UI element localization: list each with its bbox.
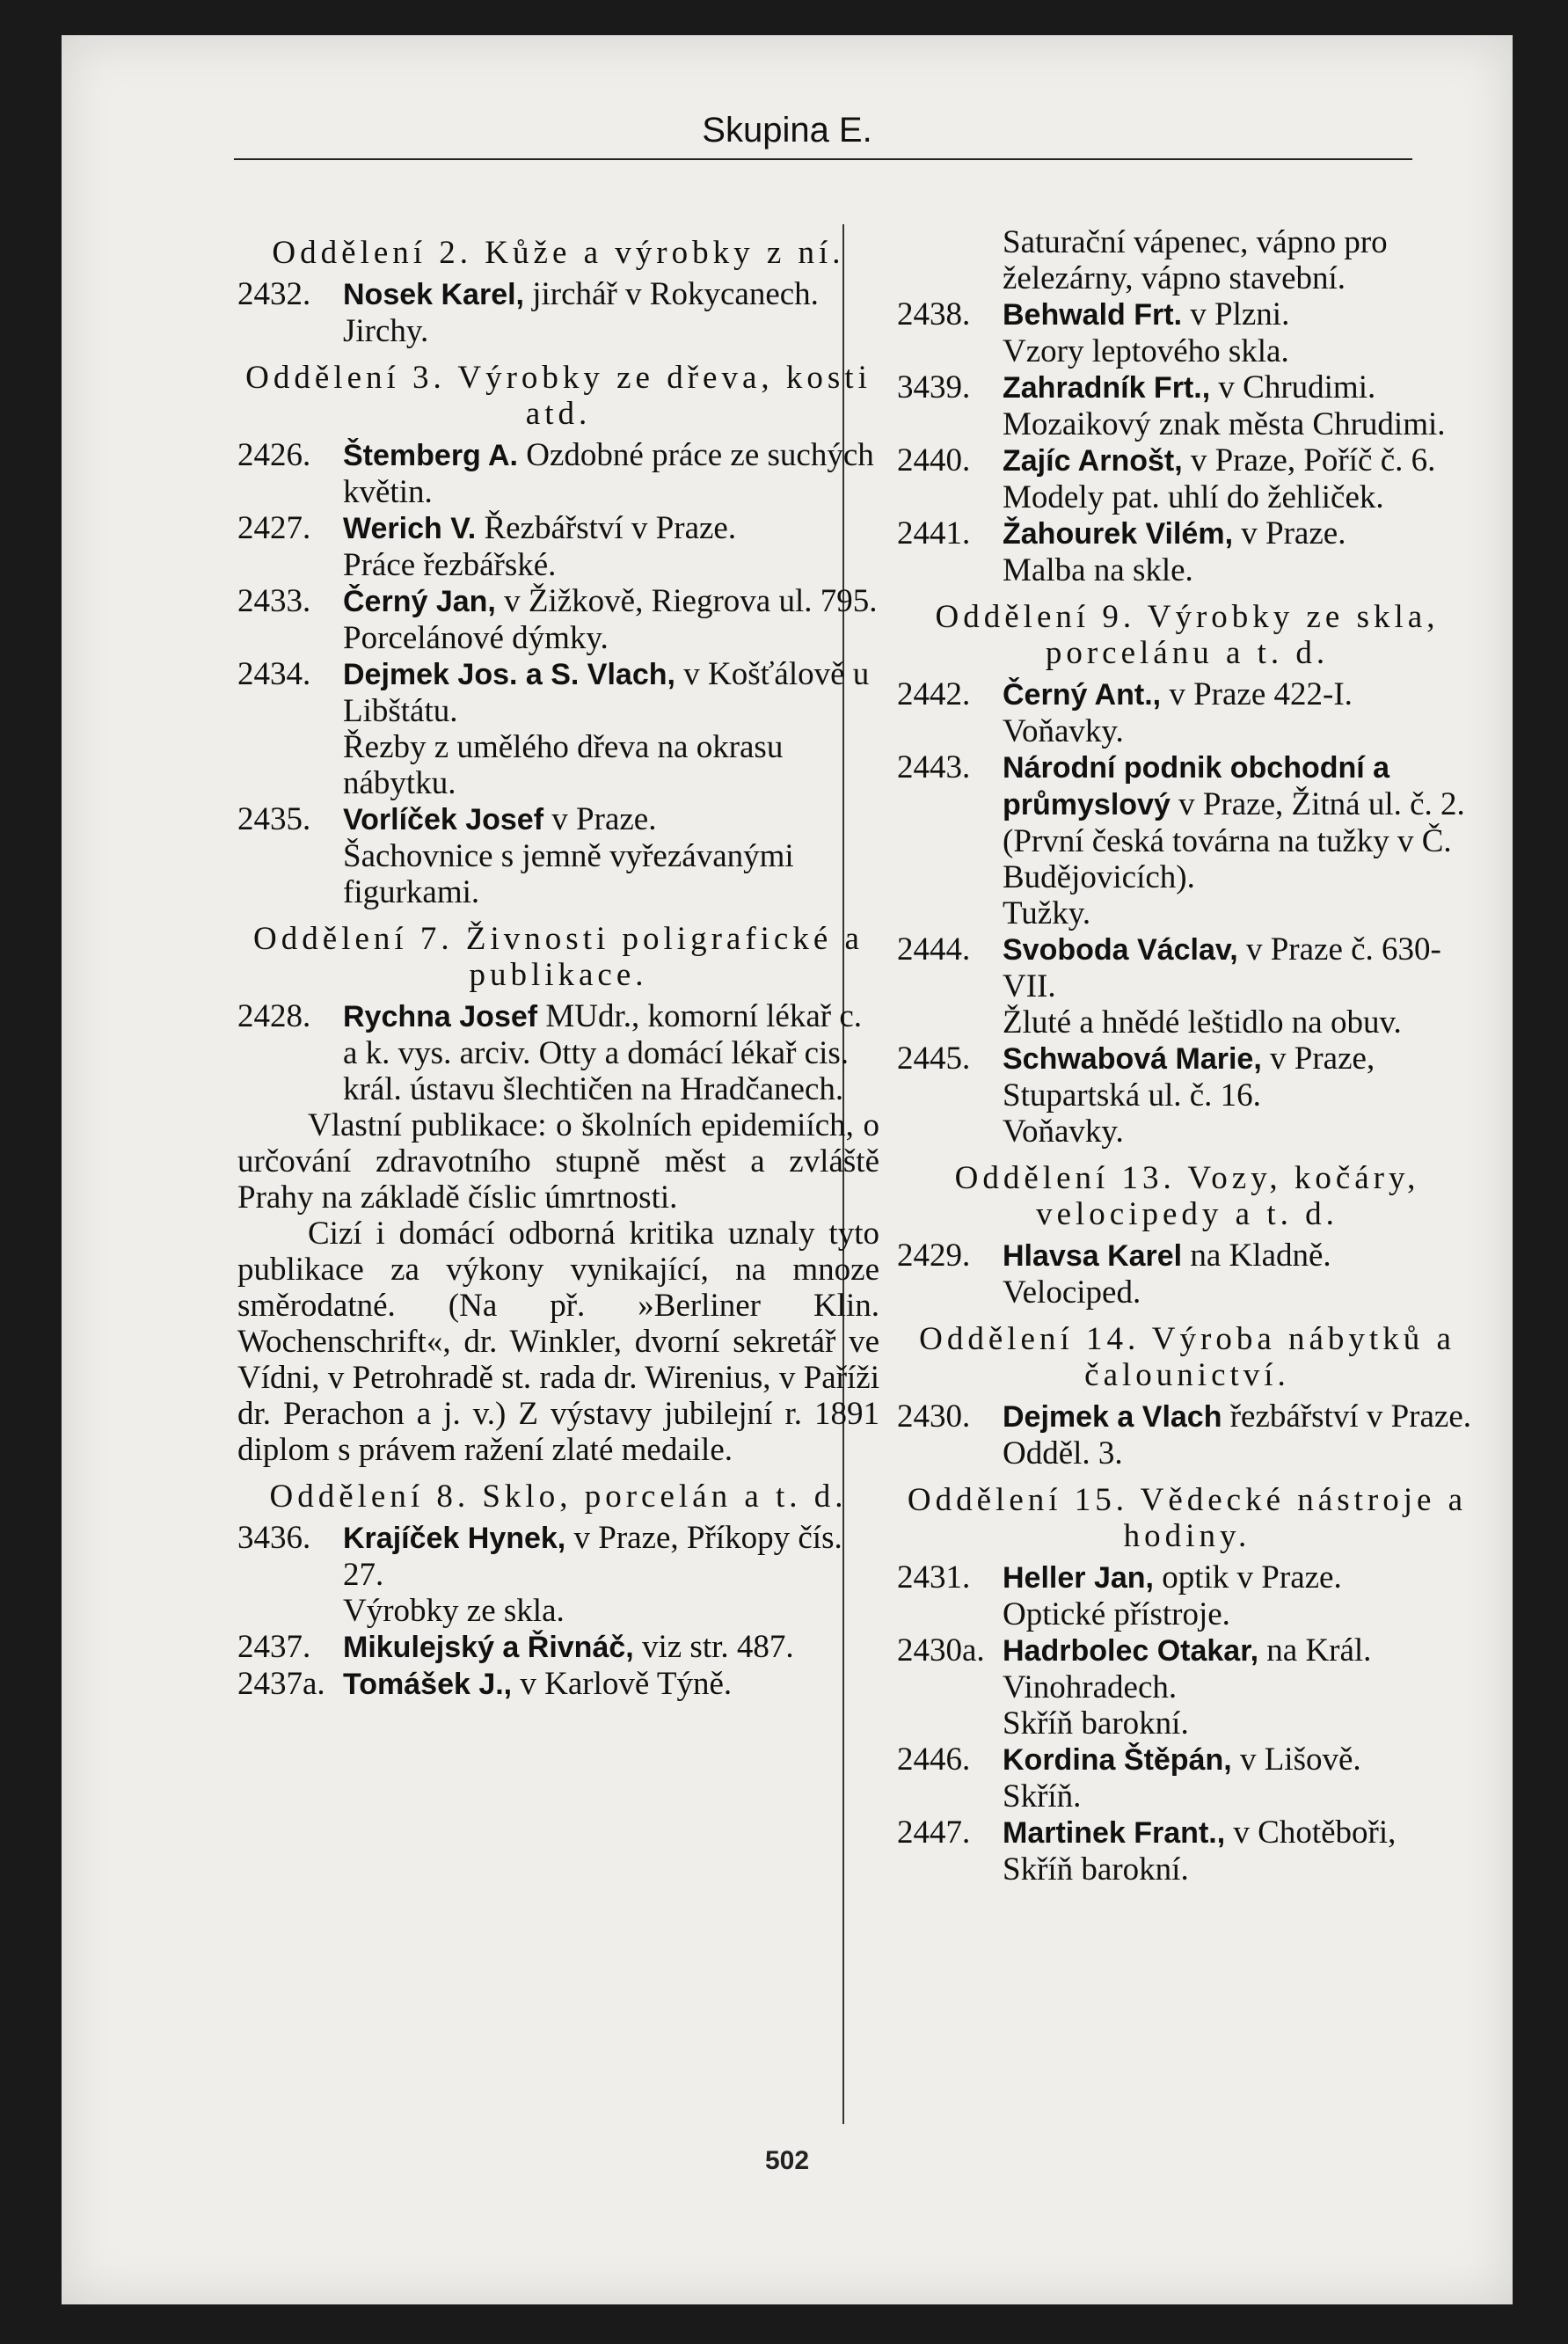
entry-2434-product: Řezby z umělého dřeva na okrasu nábytku. bbox=[343, 729, 784, 801]
entry-2438: 2438. Behwald Frt. v Plzni. bbox=[897, 296, 1290, 332]
section-heading: Oddělení 2. Kůže a výrobky z ní. bbox=[272, 235, 845, 271]
entry-2443-note: (První česká továrna na tužky v Č. Budějovicích). bbox=[1003, 823, 1452, 895]
section-heading: Oddělení 9. Výrobky ze skla, porcelánu a t. d. bbox=[935, 599, 1440, 671]
entry-2444-product: Žluté a hnědé leštidlo na obuv. bbox=[1003, 1004, 1402, 1041]
entry-2428: 2428. Rychna Josef MUdr., komorní lékař c. a k. vys. arciv. Otty a domácí lékař cis. král. ústavu šlechtičen na Hradčanech. bbox=[237, 998, 862, 1107]
section-heading: Oddělení 8. Sklo, porcelán a t. d. bbox=[269, 1479, 848, 1515]
left-column bbox=[237, 224, 879, 1703]
entry-2441-product: Malba na skle. bbox=[1003, 552, 1193, 588]
entry-2430a-product: Skříň barokní. bbox=[1003, 1705, 1189, 1742]
entry-2433-product: Porcelánové dýmky. bbox=[343, 620, 609, 656]
book-page bbox=[62, 35, 1513, 2304]
entry-2445: 2445. Schwabová Marie, v Praze, Stupartská ul. č. 16. bbox=[897, 1041, 1375, 1114]
entry-2435: 2435. Vorlíček Josef v Praze. bbox=[237, 801, 657, 837]
entry-2446: 2446. Kordina Štěpán, v Lišově. bbox=[897, 1742, 1361, 1778]
entry-2446-product: Skříň. bbox=[1003, 1778, 1082, 1815]
entry-2427: 2427. Werich V. Řezbářství v Praze. bbox=[237, 510, 737, 546]
entry-2445-product: Voňavky. bbox=[1003, 1114, 1124, 1150]
entry-2443: 2443. Národní podnik obchodní a průmyslový v Praze, Žitná ul. č. 2. bbox=[897, 749, 1465, 822]
page-number: 502 bbox=[764, 2146, 810, 2175]
entry-2442: 2442. Černý Ant., v Praze 422-I. bbox=[897, 676, 1353, 712]
entry-3436-product: Výrobky ze skla. bbox=[343, 1593, 565, 1629]
entry-2428-paragraph: Cizí i domácí odborná kritika uznaly tyto publikace za výkony vynikající, na mnoze směrodatné. (Na př. »Berliner Klin. Wochenschrift«, dr. Winkler, dvorní sekretář ve Vídni, v Petrohradě st. rada dr. Wirenius, v Paříži dr. Perachon a j. v.) Z výstavy jubilejní r. 1891 diplom s právem ražení zlaté medaile. bbox=[237, 1216, 879, 1468]
entry-2432-product: Jirchy. bbox=[343, 313, 429, 349]
continued-text: Saturační vápenec, vápno pro železárny, vápno stavební. bbox=[1003, 224, 1388, 296]
page-header: Skupina E. bbox=[702, 111, 872, 150]
entry-2431: 2431. Heller Jan, optik v Praze. bbox=[897, 1559, 1342, 1596]
entry-2429-product: Velociped. bbox=[1003, 1274, 1141, 1311]
entry-2447-product: Skříň barokní. bbox=[1003, 1851, 1189, 1888]
entry-2428-paragraph: Vlastní publikace: o školních epidemiích, o určování zdravotního stupně měst a zvláště Prahy na základě číslic úmrtnosti. bbox=[237, 1107, 879, 1216]
entry-2438-product: Vzory leptového skla. bbox=[1003, 333, 1289, 369]
entry-3439: 3439. Zahradník Frt., v Chrudimi. bbox=[897, 369, 1376, 405]
entry-2443-product: Tužky. bbox=[1003, 895, 1091, 931]
entry-2432: 2432. Nosek Karel, jirchář v Rokycanech. bbox=[237, 276, 819, 312]
entry-2437: 2437. Mikulejský a Řivnáč, viz str. 487. bbox=[237, 1629, 794, 1665]
section-heading: Oddělení 13. Vozy, kočáry, velocipedy a t. d. bbox=[954, 1160, 1420, 1232]
entry-2440-product: Modely pat. uhlí do žehliček. bbox=[1003, 479, 1384, 515]
entry-2441: 2441. Žahourek Vilém, v Praze. bbox=[897, 515, 1346, 551]
entry-2433: 2433. Černý Jan, v Žižkově, Riegrova ul. 795. bbox=[237, 583, 878, 619]
entry-2437a: 2437a. Tomášek J., v Karlově Týně. bbox=[237, 1666, 733, 1702]
header-rule bbox=[234, 158, 1412, 160]
entry-2429: 2429. Hlavsa Karel na Kladně. bbox=[897, 1238, 1331, 1274]
entry-2431-product: Optické přístroje. bbox=[1003, 1596, 1230, 1632]
entry-2426: 2426. Štemberg A. Ozdobné práce ze suchých květin. bbox=[237, 437, 874, 510]
entry-2435-product: Šachovnice s jemně vyřezávanými figurkami. bbox=[343, 838, 794, 910]
section-heading: Oddělení 14. Výroba nábytků a čalounictví. bbox=[919, 1321, 1455, 1393]
section-heading: Oddělení 3. Výrobky ze dřeva, kosti atd. bbox=[245, 360, 872, 432]
entry-2427-product: Práce řezbářské. bbox=[343, 547, 557, 583]
entry-3439-product: Mozaikový znak města Chrudimi. bbox=[1003, 406, 1446, 442]
entry-2447: 2447. Martinek Frant., v Chotěboři, bbox=[897, 1815, 1397, 1851]
right-column bbox=[897, 224, 1477, 1888]
entry-2430: 2430. Dejmek a Vlach řezbářství v Praze. Odděl. 3. bbox=[897, 1398, 1472, 1471]
section-heading: Oddělení 7. Živnosti poligrafické a publikace. bbox=[253, 921, 864, 993]
section-heading: Oddělení 15. Vědecké nástroje a hodiny. bbox=[907, 1482, 1468, 1554]
entry-2430a: 2430a. Hadrbolec Otakar, na Král. Vinohradech. bbox=[897, 1632, 1372, 1705]
entry-2434: 2434. Dejmek Jos. a S. Vlach, v Košťálově u Libštátu. bbox=[237, 656, 870, 729]
entry-2442-product: Voňavky. bbox=[1003, 713, 1124, 749]
entry-3436: 3436. Krajíček Hynek, v Praze, Příkopy čís. 27. bbox=[237, 1520, 842, 1593]
entry-2444: 2444. Svoboda Václav, v Praze č. 630-VII. bbox=[897, 931, 1441, 1004]
entry-2440: 2440. Zajíc Arnošt, v Praze, Poříč č. 6. bbox=[897, 442, 1436, 478]
